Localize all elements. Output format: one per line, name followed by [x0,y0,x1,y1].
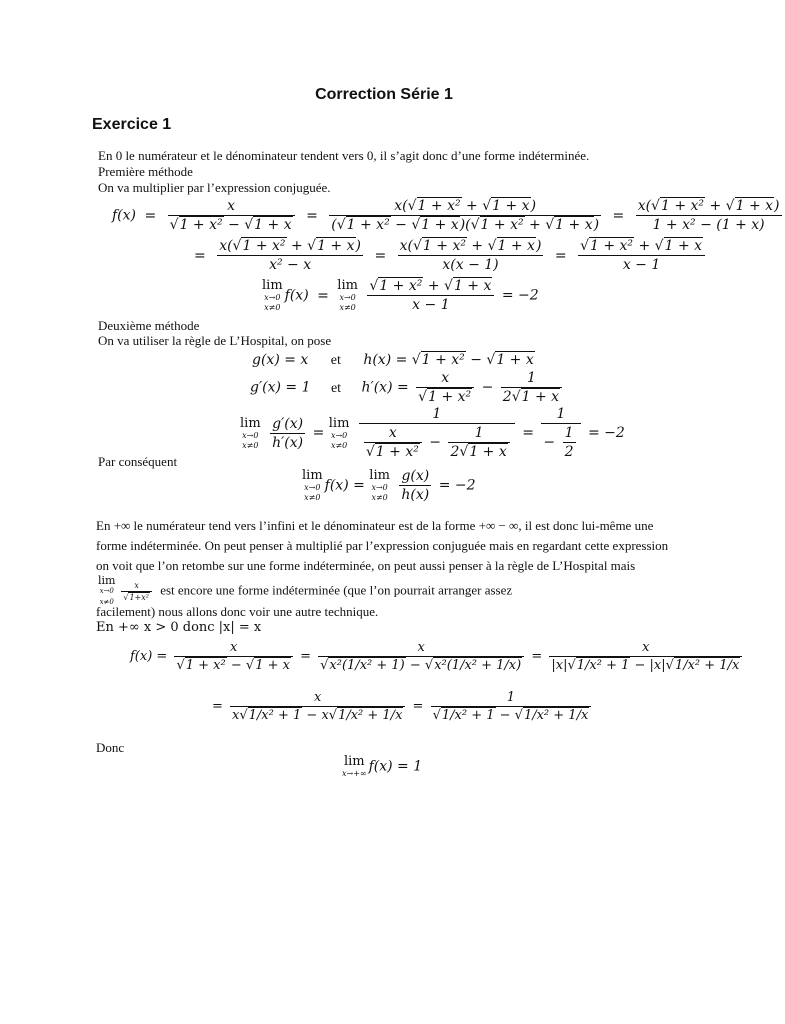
conclusion-word: Donc [96,740,125,755]
limit-infinity-value: = 1 [397,758,423,775]
equation-limit-zero: lim x→0 x≠0 f(x) = lim x→0 x≠0 $\frac{\text{√1 + x² + √1 + x}}{x - 1}$ = −2 [262,278,539,313]
lhospital-value: = −2 [587,425,625,441]
consequence-text: Par conséquent [98,454,178,469]
method2-title: Deuxième méthode [98,318,200,333]
equation-lhospital: lim x→0 x≠0 $\frac{g'(x)}{h'(x)}$ = lim x→0 x≠0 1 $\frac{x}{\text{√1 + x²}}$ − $\frac{1}{2√1 + x}$ = 1 − $\frac{1}{2}$ = −2 [240,406,625,460]
equation-limit-zero-final: lim x→0 x≠0 f(x) = lim x→0 x≠0 $\frac{g(x)}{h(x)}$ = −2 [302,468,476,503]
inline-limit: lim x→0 x≠0 $\frac{x}{\text{√1+x²}}$ [98,576,155,607]
method1-title: Première méthode [98,164,193,179]
equation-define-g-h: g(x) = x et h(x) = √1 + x² − √1 + x [252,352,534,368]
sign-note: En +∞ x > 0 donc |x| = x [96,620,262,635]
equation-derivatives: g′(x) = 1 et h′(x) = $\frac{x}{\text{√1 + x²}}$ − $\frac{1}{2√1 + x}$ [250,370,565,405]
equation-limit-infinity: lim x→+∞ f(x) = 1 [342,754,423,778]
method1-text: On va multiplier par l’expression conjuguée. [98,180,331,195]
method2-text: On va utiliser la règle de L’Hospital, on pose [98,333,332,348]
infinity-intro-end: est encore une forme indéterminée (que l’on pourrait arranger assez [160,582,513,598]
exercise-heading: Exercice 1 [92,116,172,133]
equation-conjugate-line2: = $\frac{\text{x(√1 + x² + √1 + x)}}{\text{x² − x}}$ = $\frac{\text{x(√1 + x² + √1 + x)}}{x(x - 1)}$ = $\frac{\text{√1 + x² + √1 + x}}{x - 1}$ [190,238,708,273]
equation-conjugate-line1: f(x) = $\frac{x}{\text{√1 + x² − √1 + x}}$ = $\frac{\text{x(√1 + x² + √1 + x)}}{\text{(√1 + x² − √1 + x)(√1 + x² + √1 + x)}}$ = $\frac{\text{x(√1 + x² + √1 + x)}}{\text{1 + x² − (1 + x)}}$ [112,198,780,233]
intro-paragraph: En 0 le numérateur et le dénominateur tendent vers 0, il s’agit donc d’une forme indéterminée. [98,148,590,163]
infinity-paragraph-continued: facilement) nous allons donc voir une autre technique. [96,604,379,619]
equation-infinity-line2: = $\frac{x}{\text{x√1/x² + 1 − x√1/x² + 1/x}}$ = $\frac{1}{\text{√1/x² + 1 − √1/x² + 1/x}}$ [212,690,594,723]
infinity-intro: En +∞ le numérateur tend vers l’infini et le dénominateur est de la forme +∞ − ∞, il est donc lui-même une forme indéterminée. On peut penser à multiplié par l’expression conjuguée mais en regardant cette expression on voit que l’on retombe sur une forme indéterminée, on peut aussi penser à la règle de L’Hospital mais [96,518,669,573]
limit-zero-value: = −2 [501,287,539,304]
infinity-paragraph [96,516,676,607]
page-title: Correction Série 1 [315,86,453,103]
equation-infinity-line1: f(x) = $\frac{x}{\text{√1 + x² − √1 + x}}$ = $\frac{x}{\text{√x²(1/x² + 1) − √x²(1/x² + 1/x)}}$ = $\frac{x}{\text{|x|√1/x² + 1 − |x|√1/x² + 1/x}}$ [130,640,745,673]
limit-zero-final-value: = −2 [438,477,476,494]
